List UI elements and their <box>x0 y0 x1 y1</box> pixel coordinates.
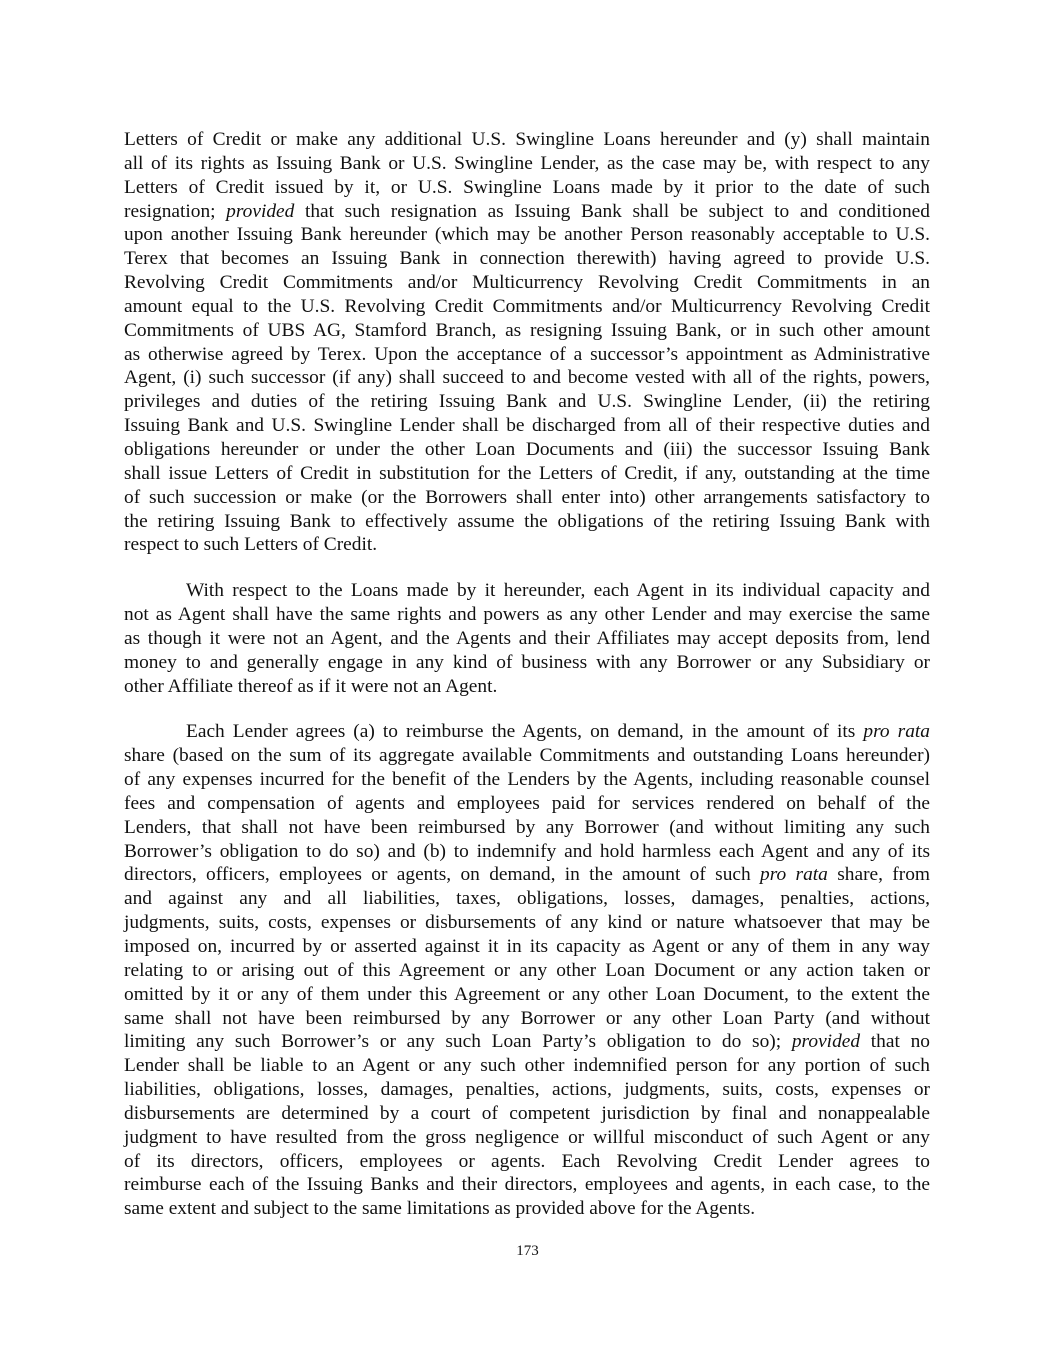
text-line: Revolving Credit Commitments and/or Multicurrency Revolving Credit Commitments in an <box>124 272 930 294</box>
text-line: of any expenses incurred for the benefit of the Lenders by the Agents, including reasonable counsel <box>124 769 930 791</box>
text-line: of such succession or make (or the Borrowers shall enter into) other arrangements satisfactory to <box>124 486 930 508</box>
text-segment: that such resignation as Issuing Bank shall be subject to and conditioned <box>294 200 930 222</box>
text-segment: directors, officers, employees or agents, on demand, in the amount of such <box>124 864 761 886</box>
text-line: disbursements are determined by a court of competent jurisdiction by final and nonappealable <box>124 1102 930 1124</box>
text-line: reimburse each of the Issuing Banks and their directors, employees and agents, in each case, to the <box>124 1174 930 1196</box>
text-line: all of its rights as Issuing Bank or U.S. Swingline Lender, as the case may be, with respect to any <box>124 152 930 174</box>
text-line: as otherwise agreed by Terex. Upon the acceptance of a successor’s appointment as Administrative <box>124 343 930 365</box>
italic-term: pro rata <box>760 864 828 886</box>
text-segment: share, from <box>827 864 930 886</box>
text-line: fees and compensation of agents and employees paid for services rendered on behalf of the <box>124 792 930 814</box>
text-line: judgment to have resulted from the gross negligence or willful misconduct of such Agent or any <box>124 1126 930 1148</box>
text-line: judgments, suits, costs, expenses or disbursements of any kind or nature whatsoever that may be <box>124 912 930 934</box>
text-line: of its directors, officers, employees or agents. Each Revolving Credit Lender agrees to <box>124 1150 930 1172</box>
text-line: Terex that becomes an Issuing Bank in connection therewith) having agreed to provide U.S. <box>124 248 930 270</box>
text-line: not as Agent shall have the same rights and powers as any other Lender and may exercise the same <box>124 604 930 626</box>
text-line <box>124 863 930 887</box>
paragraph <box>124 579 930 698</box>
text-line: respect to such Letters of Credit. <box>124 534 378 556</box>
italic-term: pro rata <box>863 721 930 743</box>
text-line: omitted by it or any of them under this Agreement or any other Loan Document, to the extent the <box>124 983 930 1005</box>
text-segment: that no <box>860 1031 930 1053</box>
text-line: shall issue Letters of Credit in substitution for the Letters of Credit, if any, outstanding at the time <box>124 462 930 484</box>
text-line: share (based on the sum of its aggregate available Commitments and outstanding Loans hereunder) <box>124 745 930 767</box>
paragraph <box>124 128 930 557</box>
text-line <box>124 200 930 224</box>
text-line: Agent, (i) such successor (if any) shall succeed to and become vested with all of the rights, powers, <box>124 367 930 389</box>
text-line: liabilities, obligations, losses, damages, penalties, actions, judgments, suits, costs, expenses or <box>124 1079 930 1101</box>
text-line: Issuing Bank and U.S. Swingline Lender shall be discharged from all of their respective duties and <box>124 415 930 437</box>
text-line: obligations hereunder or under the other Loan Documents and (iii) the successor Issuing Bank <box>124 438 930 460</box>
text-line: Commitments of UBS AG, Stamford Branch, as resigning Issuing Bank, or in such other amount <box>124 319 930 341</box>
paragraph <box>124 720 930 1221</box>
text-line: privileges and duties of the retiring Issuing Bank and U.S. Swingline Lender, (ii) the retiring <box>124 391 930 413</box>
italic-term: provided <box>226 200 295 222</box>
text-line: the retiring Issuing Bank to effectively assume the obligations of the retiring Issuing Bank with <box>124 510 930 532</box>
text-line: With respect to the Loans made by it hereunder, each Agent in its individual capacity and <box>186 580 930 602</box>
text-line <box>124 720 930 744</box>
page-number: 173 <box>516 1243 539 1259</box>
text-line: relating to or arising out of this Agreement or any other Loan Document or any action taken or <box>124 959 930 981</box>
text-line: upon another Issuing Bank hereunder (which may be another Person reasonably acceptable to U.S. <box>124 224 930 246</box>
text-line: money to and generally engage in any kind of business with any Borrower or any Subsidiary or <box>124 651 930 673</box>
text-line: Letters of Credit issued by it, or U.S. Swingline Loans made by it prior to the date of such <box>124 176 930 198</box>
text-line: amount equal to the U.S. Revolving Credit Commitments and/or Multicurrency Revolving Credit <box>124 295 930 317</box>
text-line: imposed on, incurred by or asserted against it in its capacity as Agent or any of them in any way <box>124 936 930 957</box>
text-line: as though it were not an Agent, and the Agents and their Affiliates may accept deposits from, lend <box>124 627 930 649</box>
text-line: and against any and all liabilities, taxes, obligations, losses, damages, penalties, actions, <box>124 888 930 910</box>
document-body <box>124 128 930 1243</box>
text-line: Lender shall be liable to an Agent or any such other indemnified person for any portion of such <box>124 1055 930 1077</box>
text-line: Lenders, that shall not have been reimbursed by any Borrower (and without limiting any such <box>124 816 930 838</box>
text-line: same extent and subject to the same limitations as provided above for the Agents. <box>124 1198 756 1220</box>
text-segment: Each Lender agrees (a) to reimburse the Agents, on demand, in the amount of its <box>186 721 864 743</box>
text-segment: resignation; <box>124 200 227 222</box>
text-segment: limiting any such Borrower’s or any such Loan Party’s obligation to do so); <box>124 1031 792 1053</box>
text-line: Letters of Credit or make any additional U.S. Swingline Loans hereunder and (y) shall maintain <box>124 129 930 150</box>
text-line <box>124 1030 930 1054</box>
italic-term: provided <box>791 1031 861 1053</box>
text-line: other Affiliate thereof as if it were not an Agent. <box>124 675 498 697</box>
text-line: Borrower’s obligation to do so) and (b) to indemnify and hold harmless each Agent and any of its <box>124 840 930 862</box>
text-line: same shall not have been reimbursed by any Borrower or any other Loan Party (and without <box>124 1007 930 1029</box>
